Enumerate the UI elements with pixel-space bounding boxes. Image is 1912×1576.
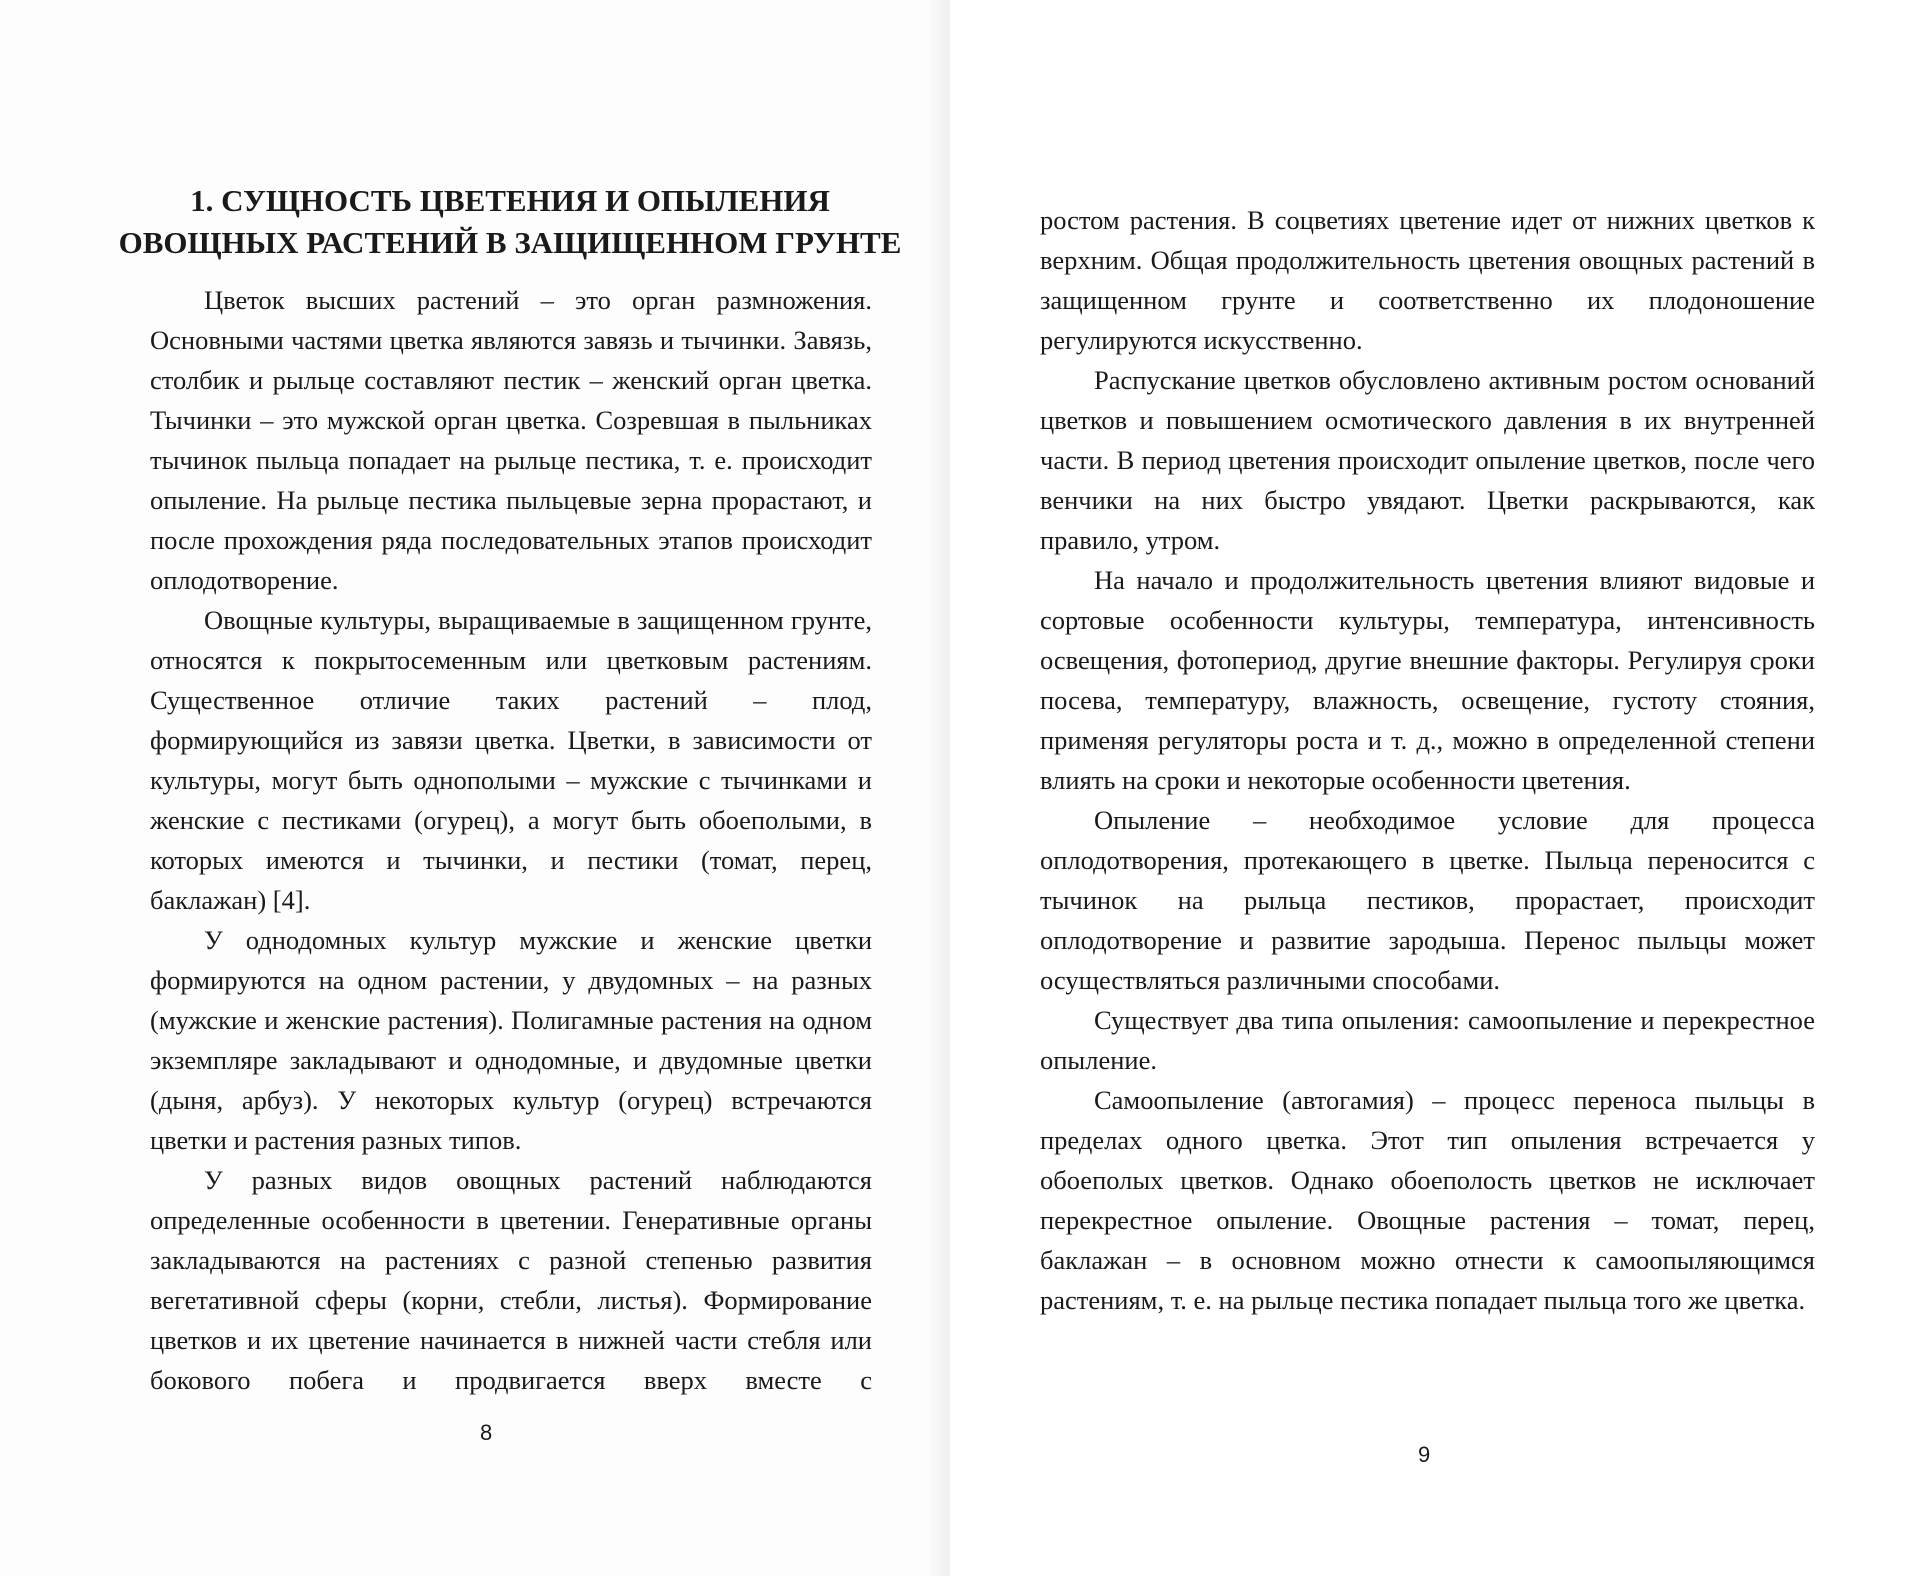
chapter-heading	[90, 180, 930, 264]
right-page	[950, 0, 1912, 1576]
right-page-body	[1040, 200, 1815, 1320]
paragraph: ростом растения. В соцветиях цветение идет от нижних цветков к верхним. Общая продолжительность цветения овощных растений в защищенном грунте и соответственно их плодоношение регулируются искусственно.	[1040, 205, 1815, 355]
page-number-right: 9	[1418, 1442, 1431, 1467]
paragraph: У однодомных культур мужские и женские цветки формируются на одном растении, у двудомных – на разных (мужские и женские растения). Полигамные растения на одном экземпляре закладывают и однодомные, и двудомные цветки (дыня, арбуз). У некоторых культур (огурец) встречаются цветки и растения разных типов.	[150, 925, 872, 1155]
left-page-body	[150, 280, 872, 1400]
paragraph: Самоопыление (автогамия) – процесс переноса пыльцы в пределах одного цветка. Этот тип опыления встречается у обоеполых цветков. Однако обоеполость цветков не исключает перекрестное опыление. Овощные растения – томат, перец, баклажан – в основном можно отнести к самоопыляющимся растениям, т. е. на рыльце пестика попадает пыльца того же цветка.	[1040, 1085, 1815, 1315]
page-number-left: 8	[480, 1420, 493, 1445]
chapter-heading-line-2: ОВОЩНЫХ РАСТЕНИЙ В ЗАЩИЩЕННОМ ГРУНТЕ	[118, 225, 902, 260]
paragraph: Опыление – необходимое условие для процесса оплодотворения, протекающего в цветке. Пыльца переносится с тычинок на рыльца пестиков, прорастает, происходит оплодотворение и развитие зародыша. Перенос пыльцы может осуществляться различными способами.	[1040, 805, 1815, 995]
paragraph: На начало и продолжительность цветения влияют видовые и сортовые особенности культуры, температура, интенсивность освещения, фотопериод, другие внешние факторы. Регулируя сроки посева, температуру, влажность, освещение, густоту стояния, применяя регуляторы роста и т. д., можно в определенной степени влиять на сроки и некоторые особенности цветения.	[1040, 565, 1815, 795]
paragraph: Существует два типа опыления: самоопыление и перекрестное опыление.	[1040, 1005, 1815, 1075]
chapter-heading-line-1: 1. СУЩНОСТЬ ЦВЕТЕНИЯ И ОПЫЛЕНИЯ	[190, 183, 830, 218]
paragraph: Овощные культуры, выращиваемые в защищенном грунте, относятся к покрытосеменным или цветковым растениям. Существенное отличие таких растений – плод, формирующийся из завязи цветка. Цветки, в зависимости от культуры, могут быть однополыми – мужские с тычинками и женские с пестиками (огурец), а могут быть обоеполыми, в которых имеются и тычинки, и пестики (томат, перец, баклажан) [4].	[150, 605, 872, 915]
paragraph: Цветок высших растений – это орган размножения. Основными частями цветка являются завязь и тычинки. Завязь, столбик и рыльце составляют пестик – женский орган цветка. Тычинки – это мужской орган цветка. Созревшая в пыльниках тычинок пыльца попадает на рыльце пестика, т. е. происходит опыление. На рыльце пестика пыльцевые зерна прорастают, и после прохождения ряда последовательных этапов происходит оплодотворение.	[150, 285, 872, 595]
left-page	[0, 0, 950, 1576]
paragraph: У разных видов овощных растений наблюдаются определенные особенности в цветении. Генеративные органы закладываются на растениях с разной степенью развития вегетативной сферы (корни, стебли, листья). Формирование цветков и их цветение начинается в нижней части стебля или бокового побега и продвигается вверх вместе с	[150, 1165, 872, 1395]
paragraph: Распускание цветков обусловлено активным ростом оснований цветков и повышением осмотического давления в их внутренней части. В период цветения происходит опыление цветков, после чего венчики на них быстро увядают. Цветки раскрываются, как правило, утром.	[1040, 365, 1815, 555]
